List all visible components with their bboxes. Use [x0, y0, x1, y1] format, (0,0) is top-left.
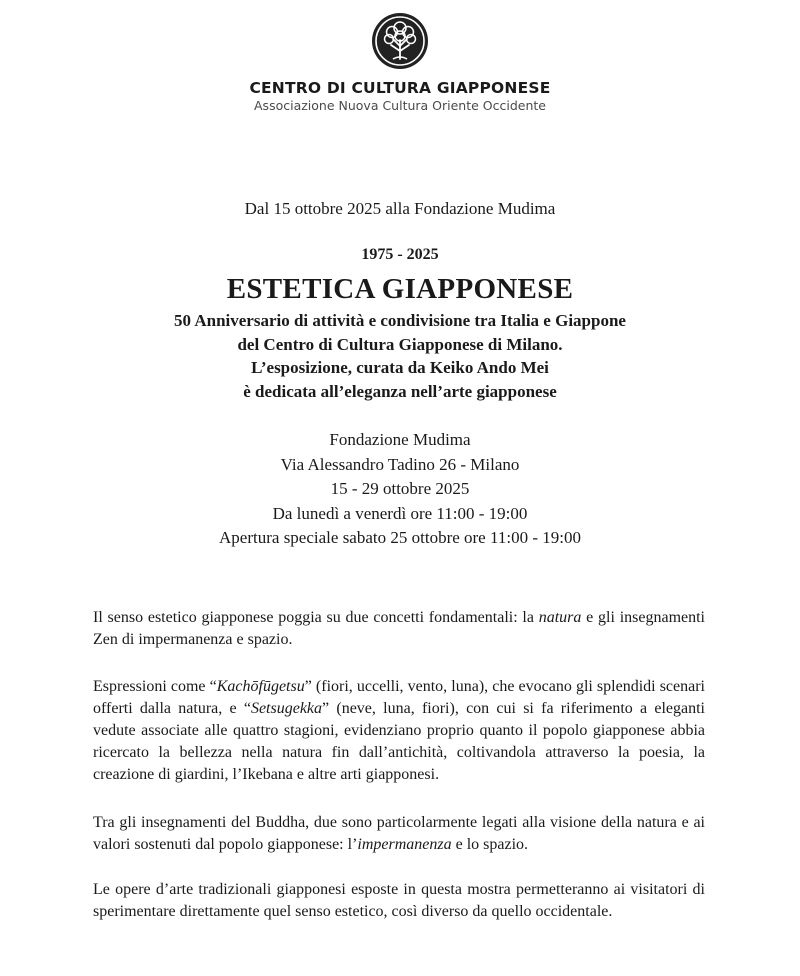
venue-hours: Da lunedì a venerdì ore 11:00 - 19:00 — [272, 503, 528, 523]
text-span: Tra gli insegnamenti del Buddha, due sono particolarmente legati alla visione della natura e ai valori sostenuti dal popolo giapponese: l’ — [93, 814, 705, 853]
organization-name: CENTRO DI CULTURA GIAPPONESE — [249, 79, 551, 97]
event-intro: Dal 15 ottobre 2025 alla Fondazione Mudima — [244, 199, 556, 218]
subtitle-line: 50 Anniversario di attività e condivisione tra Italia e Giappone — [174, 311, 626, 330]
emphasis-setsugekka: Setsugekka — [250, 700, 323, 717]
venue-address: Via Alessandro Tadino 26 - Milano — [280, 454, 520, 474]
text-span: ” (fiori, uccelli, vento, luna), che evocano gli splendidi scenari offerti dalla natura, e “ — [93, 678, 705, 717]
subtitle-line: del Centro di Cultura Giapponese di Milano. — [237, 334, 563, 354]
logo — [0, 12, 800, 70]
event-title: ESTETICA GIAPPONESE — [226, 273, 574, 305]
tree-circle-logo-icon — [371, 12, 429, 70]
paragraph-2 — [93, 676, 705, 786]
paragraph-1 — [93, 607, 705, 651]
text-span: ” (neve, luna, fiori), con cui si fa riferimento a eleganti vedute associate alle quattro stagioni, evidenziano proprio quanto il popolo giapponese abbia ricercato la bellezza nella natura fin dall’antichità, coltivandola attraverso la poesia, la creazione di giardini, l’Ikebana e altre arti giapponesi. — [93, 700, 706, 783]
emphasis-kachofugetsu: Kachōfūgetsu — [216, 678, 305, 695]
venue-dates: 15 - 29 ottobre 2025 — [330, 479, 470, 498]
organization-header — [0, 78, 800, 114]
subtitle-line: L’esposizione, curata da Keiko Ando Mei — [251, 358, 549, 377]
emphasis-impermanenza: impermanenza — [357, 836, 452, 853]
emphasis-natura: natura — [538, 609, 582, 626]
paragraph-4 — [93, 879, 705, 923]
venue-info — [0, 428, 800, 551]
organization-subtitle: Associazione Nuova Cultura Oriente Occidente — [254, 98, 546, 113]
text-span: Espressioni come “ — [93, 678, 217, 695]
text-span: Il senso estetico giapponese poggia su due concetti fondamentali: la — [93, 609, 539, 626]
subtitle-line: è dedicata all’eleganza nell’arte giapponese — [243, 381, 557, 401]
event-years: 1975 - 2025 — [361, 246, 439, 263]
venue-special-opening: Apertura speciale sabato 25 ottobre ore 11:00 - 19:00 — [219, 528, 581, 547]
paragraph-3 — [93, 812, 705, 856]
event-subtitle — [0, 309, 800, 403]
text-span: Le opere d’arte tradizionali giapponesi esposte in questa mostra permetteranno ai visitatori di sperimentare direttamente quel senso estetico, così diverso da quello occidentale. — [93, 881, 705, 920]
text-span: e gli insegnamenti Zen di impermanenza e spazio. — [93, 609, 706, 648]
venue-name: Fondazione Mudima — [329, 430, 471, 449]
text-span: e lo spazio. — [451, 836, 529, 853]
